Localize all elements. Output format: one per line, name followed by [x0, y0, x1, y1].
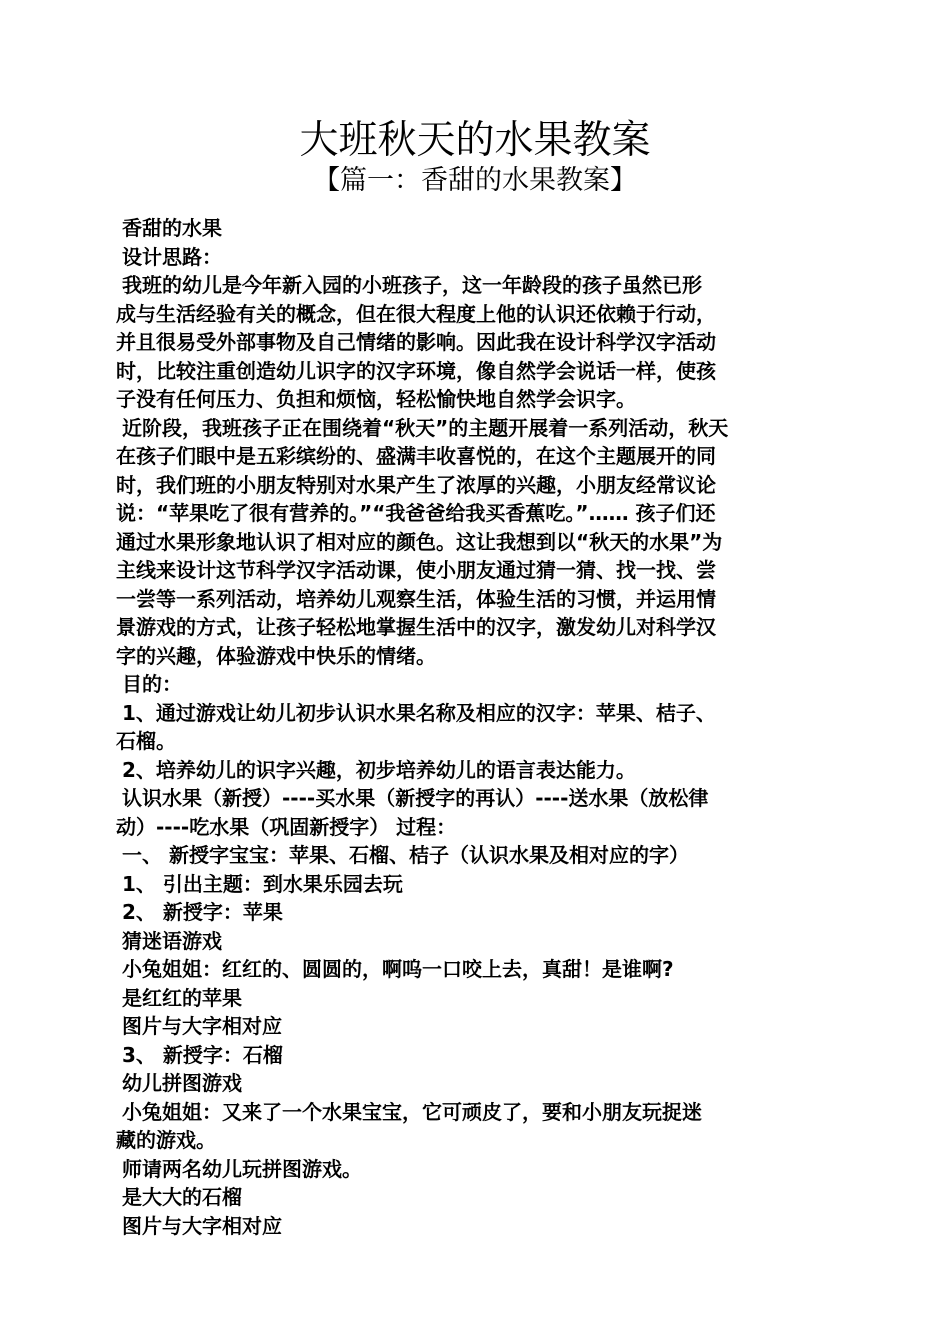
body-line: 在孩子们眼中是五彩缤纷的、盛满丰收喜悦的，在这个主题展开的同: [116, 444, 716, 468]
body-line: 我班的幼儿是今年新入园的小班孩子，这一年龄段的孩子虽然已形: [122, 273, 702, 297]
body-line: 1、 引出主题：到水果乐园去玩: [122, 871, 403, 896]
body-line: 并且很易受外部事物及自己情绪的影响。因此我在设计科学汉字活动: [116, 330, 716, 354]
body-line: 2、 新授字：苹果: [122, 900, 283, 924]
document-body: [116, 214, 838, 1240]
body-line: 猜迷语游戏: [122, 928, 222, 953]
body-line: 说：“苹果吃了很有营养的。”“我爸爸给我买香蕉吃。”…… 孩子们还: [116, 501, 716, 525]
body-line: 近阶段，我班孩子正在围绕着“秋天”的主题开展着一系列活动，秋天: [122, 415, 729, 440]
body-line: 是大大的石榴: [122, 1185, 242, 1209]
body-line: 一、 新授字宝宝：苹果、石榴、桔子（认识水果及相对应的字）: [122, 843, 689, 867]
body-line: 藏的游戏。: [116, 1128, 216, 1152]
body-line: 动）----吃水果（巩固新授字） 过程：: [116, 814, 457, 839]
body-line: 通过水果形象地认识了相对应的颜色。这让我想到以“秋天的水果”为: [116, 529, 723, 554]
body-line: 认识水果（新授）----买水果（新授字的再认）----送水果（放松律: [122, 786, 709, 810]
body-line: 成与生活经验有关的概念，但在很大程度上他的认识还依赖于行动，: [116, 301, 716, 326]
body-line: 目的：: [122, 672, 182, 696]
body-line: 1、通过游戏让幼儿初步认识水果名称及相应的汉字：苹果、桔子、: [122, 700, 716, 725]
body-line: 图片与大字相对应: [122, 1213, 282, 1238]
body-line: 字的兴趣，体验游戏中快乐的情绪。: [116, 643, 436, 668]
body-line: 香甜的水果: [122, 216, 222, 240]
document-subtitle: 【篇一：香甜的水果教案】: [313, 165, 637, 196]
body-line: 小兔姐姐：又来了一个水果宝宝，它可顽皮了，要和小朋友玩捉迷: [122, 1099, 702, 1124]
body-line: 时，比较注重创造幼儿识字的汉字环境，像自然学会说话一样，使孩: [116, 358, 716, 383]
body-line: 子没有任何压力、负担和烦恼，轻松愉快地自然学会识字。: [116, 387, 636, 411]
body-line: 主线来设计这节科学汉字活动课，使小朋友通过猜一猜、找一找、尝: [116, 558, 716, 582]
body-line: 图片与大字相对应: [122, 1014, 282, 1038]
body-line: 石榴。: [116, 729, 176, 753]
body-line: 2、培养幼儿的识字兴趣，初步培养幼儿的语言表达能力。: [122, 757, 636, 782]
body-line: 师请两名幼儿玩拼图游戏。: [122, 1156, 362, 1181]
body-line: 一尝等一系列活动，培养幼儿观察生活，体验生活的习惯，并运用情: [116, 586, 716, 611]
body-line: 设计思路：: [122, 244, 222, 269]
body-line: 3、 新授字：石榴: [122, 1042, 283, 1067]
body-line: 是红红的苹果: [122, 985, 242, 1010]
document-title: 大班秋天的水果教案: [299, 118, 651, 163]
body-line: 小兔姐姐：红红的、圆圆的，啊呜一口咬上去，真甜！是谁啊?: [122, 957, 674, 981]
body-line: 景游戏的方式，让孩子轻松地掌握生活中的汉字，激发幼儿对科学汉: [116, 615, 716, 639]
body-line: 幼儿拼图游戏: [122, 1071, 242, 1095]
body-line: 时，我们班的小朋友特别对水果产生了浓厚的兴趣，小朋友经常议论: [116, 472, 716, 497]
